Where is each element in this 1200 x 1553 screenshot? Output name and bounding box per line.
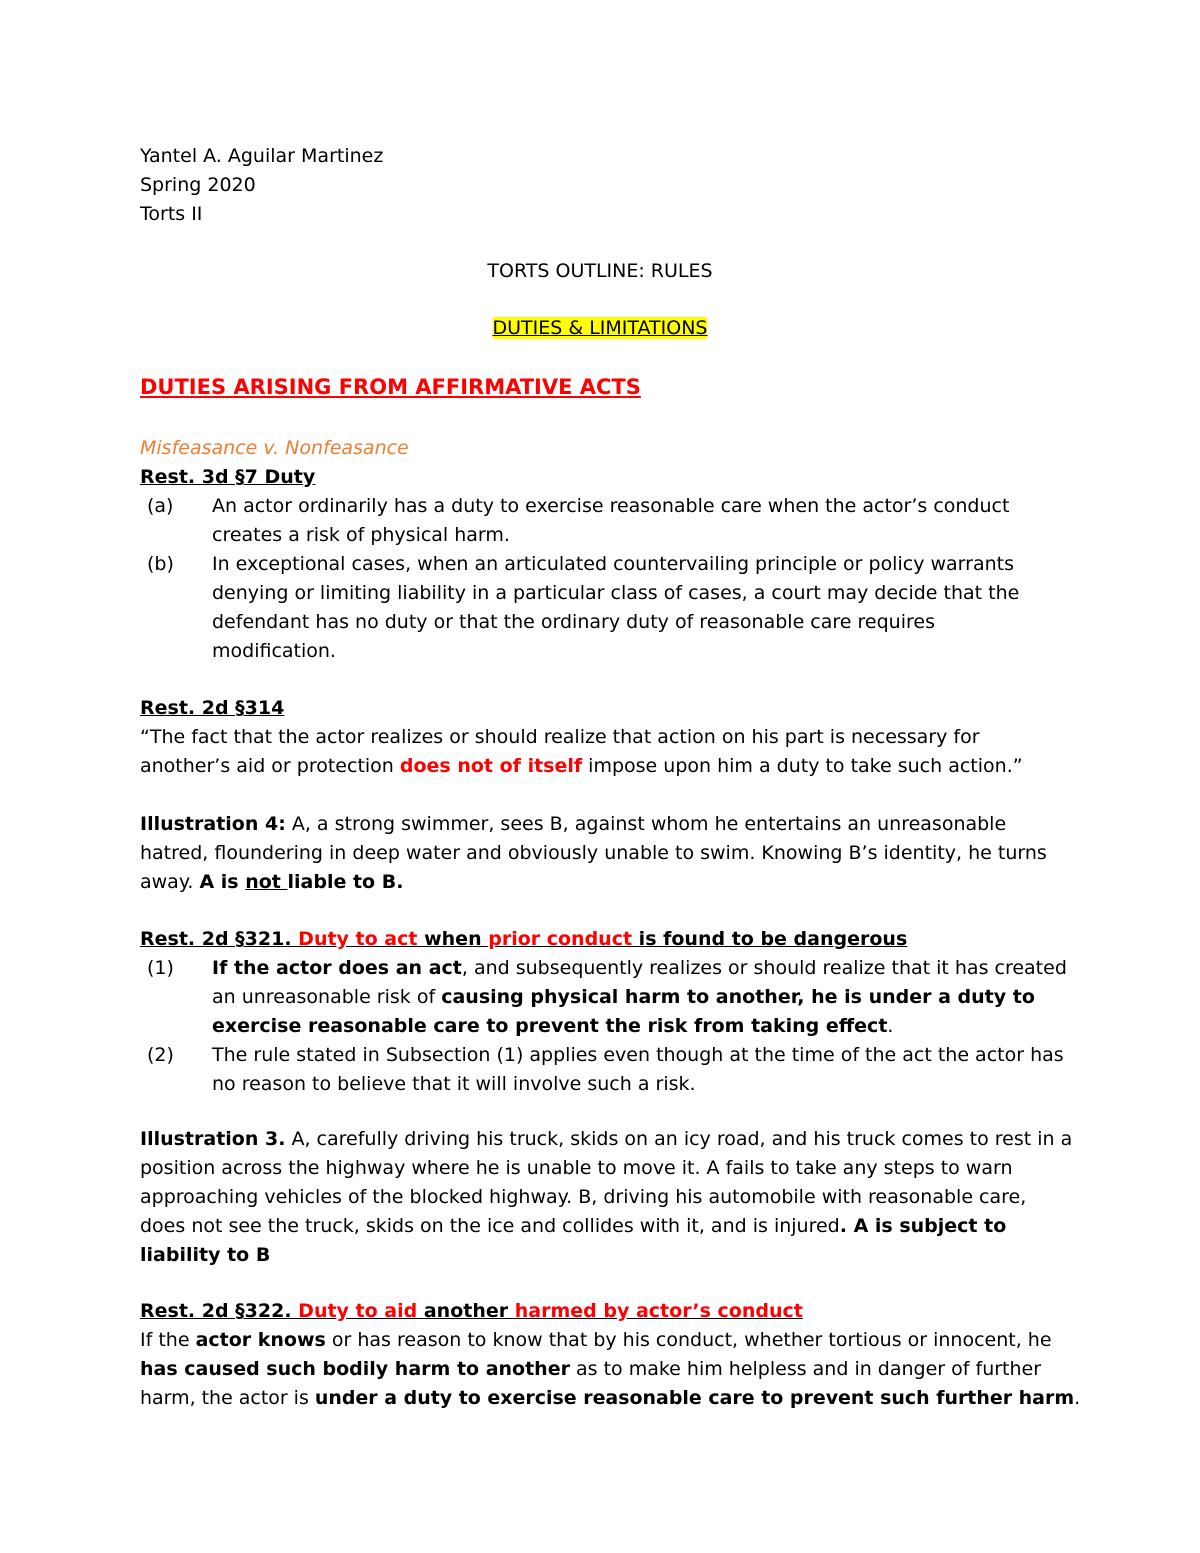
rule-322-title-a: Rest. 2d §322. [140,1300,299,1322]
illustration-3-line1 [140,1125,1072,1154]
rule-322-title-b: Duty to aid [298,1300,418,1322]
illustration-3-text4: does not see the truck, skids on the ice and collides with it, and is injured [140,1215,840,1237]
rule-322-text-d: has caused such bodily harm to another [140,1358,570,1380]
rule-321-1-text-b: , and subsequently realizes or should realize that it has created [461,957,1067,979]
rule-322-text-f: harm, the actor is [140,1387,315,1409]
rule-321-title-c: when [417,928,489,950]
illustration-4-line3 [140,868,403,897]
rule-321-1-line3 [212,1012,893,1041]
rule-314-emphasis: does not of itself [399,755,583,777]
rule-321-1-text-f: . [887,1015,894,1037]
rule-321-1-line2 [212,983,1035,1012]
illustration-3-line4 [140,1212,1006,1241]
list-marker-1: (1) [147,957,174,979]
illustration-3-label: Illustration 3. [140,1128,286,1150]
illustration-3-line2: position across the highway where he is unable to move it. A fails to take any steps to warn [140,1157,1013,1179]
subtitle-text: DUTIES & LIMITATIONS [492,317,708,339]
rule-321-title-e: is found to be dangerous [632,928,908,950]
document-title: TORTS OUTLINE: RULES [487,260,713,282]
rule-321-1-line1 [212,954,1067,983]
rule-7a-line1: An actor ordinarily has a duty to exercise reasonable care when the actor’s conduct [212,495,1010,517]
rule-title-2d-314: Rest. 2d §314 [140,697,285,719]
rule-title-2d-321 [140,925,907,954]
illustration-4-line2: hatred, floundering in deep water and obviously unable to swim. Knowing B’s identity, he turns [140,842,1047,864]
rule-title-3d-7: Rest. 3d §7 Duty [140,466,316,488]
rule-321-title-b: Duty to act [298,928,418,950]
rule-321-1-text-a: If the actor does an act [212,957,462,979]
rule-314-line1: “The fact that the actor realizes or should realize that action on his part is necessary for [140,726,980,748]
section-heading-text: DUTIES ARISING FROM AFFIRMATIVE ACTS [140,375,641,399]
rule-314-text-a: another’s aid or protection [140,755,400,777]
list-marker-b: (b) [147,553,174,575]
rule-322-line2 [140,1355,1041,1384]
document-subtitle [0,314,1200,343]
rule-7b-line3: defendant has no duty or that the ordinary duty of reasonable care requires [212,611,935,633]
rule-7b-line4: modification. [212,640,336,662]
illustration-3-line3: approaching vehicles of the blocked highway. B, driving his automobile with reasonable care, [140,1186,1027,1208]
rule-322-text-b: actor knows [195,1329,326,1351]
rule-321-title-d: prior conduct [488,928,633,950]
illustration-3-line5: liability to B [140,1244,271,1266]
course-name: Torts II [140,203,203,225]
illustration-3-holding: . A is subject to [839,1215,1007,1237]
rule-322-text-c: or has reason to know that by his conduct, whether tortious or innocent, he [325,1329,1052,1351]
illustration-4-holding-b: liable to B. [287,871,404,893]
illustration-4-holding-not: not [245,871,288,893]
rule-321-2-line1: The rule stated in Subsection (1) applies even though at the time of the act the actor has [212,1044,1064,1066]
rule-322-line1 [140,1326,1052,1355]
list-marker-a: (a) [147,495,174,517]
rule-title-2d-322 [140,1297,803,1326]
rule-7b-line2: denying or limiting liability in a particular class of cases, a court may decide that the [212,582,1020,604]
rule-314-line2 [140,752,1023,781]
rule-7b-line1: In exceptional cases, when an articulated countervailing principle or policy warrants [212,553,1014,575]
rule-322-text-e: as to make him helpless and in danger of further [569,1358,1042,1380]
illustration-4-text1: A, a strong swimmer, sees B, against whom he entertains an unreasonable [285,813,1007,835]
section-subheading: Misfeasance v. Nonfeasance [140,437,409,459]
section-heading [140,373,641,403]
rule-322-title-c: another [417,1300,515,1322]
author-name: Yantel A. Aguilar Martinez [140,145,384,167]
rule-321-1-text-e: exercise reasonable care to prevent the risk from taking effect [212,1015,888,1037]
illustration-4-holding-a: A is [199,871,246,893]
illustration-4-label: Illustration 4: [140,813,286,835]
rule-322-line3 [140,1384,1080,1413]
list-marker-2: (2) [147,1044,174,1066]
rule-322-text-a: If the [140,1329,196,1351]
illustration-3-text1: A, carefully driving his truck, skids on an icy road, and his truck comes to rest in a [285,1128,1073,1150]
rule-322-title-d: harmed by actor’s conduct [514,1300,803,1322]
rule-7a-line2: creates a risk of physical harm. [212,524,510,546]
term: Spring 2020 [140,174,256,196]
illustration-4-line1 [140,810,1006,839]
rule-314-text-c: impose upon him a duty to take such action.” [582,755,1023,777]
rule-322-text-h: . [1074,1387,1081,1409]
rule-321-1-text-d: causing physical harm to another, he is under a duty to [441,986,1035,1008]
rule-322-text-g: under a duty to exercise reasonable care to prevent such further harm [314,1387,1075,1409]
rule-321-title-a: Rest. 2d §321. [140,928,299,950]
rule-321-2-line2: no reason to believe that it will involve such a risk. [212,1073,696,1095]
illustration-4-text3: away. [140,871,200,893]
rule-321-1-text-c: an unreasonable risk of [212,986,442,1008]
